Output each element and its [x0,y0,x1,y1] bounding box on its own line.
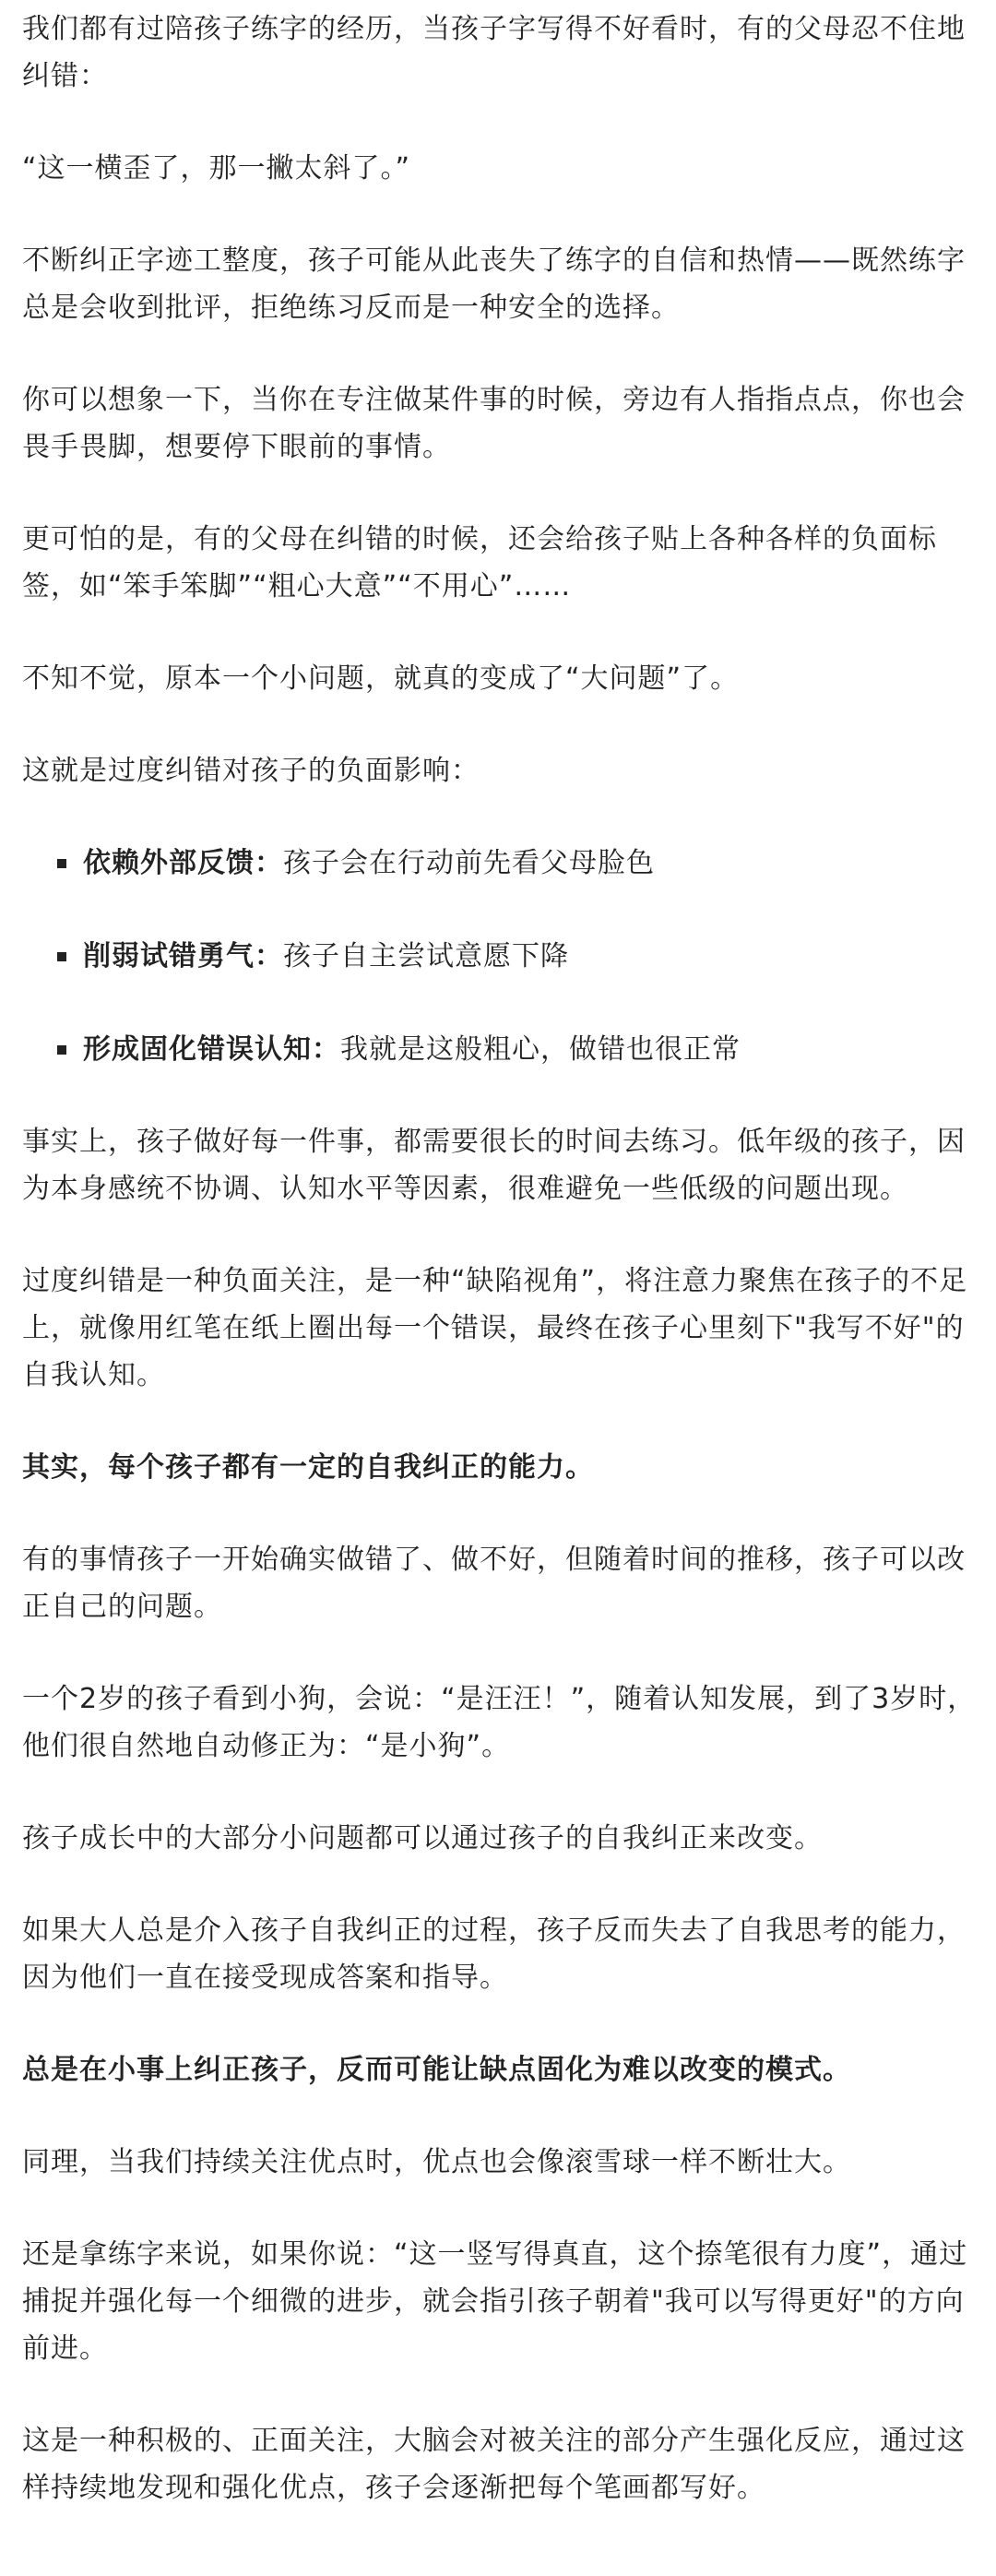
paragraph: 如果大人总是介入孩子自我纠正的过程，孩子反而失去了自我思考的能力，因为他们一直在接受现成答案和指导。 [22,1914,966,1994]
paragraph: 我们都有过陪孩子练字的经历，当孩子字写得不好看时，有的父母忍不住地纠错： [22,13,966,92]
square-bullet-icon [57,859,66,868]
square-bullet-icon [57,1045,66,1055]
list-item-text: 我就是这般粗心，做错也很正常 [340,1033,741,1066]
list-item-title: 形成固化错误认知： [83,1033,340,1066]
paragraph: 孩子成长中的大部分小问题都可以通过孩子的自我纠正来改变。 [22,1822,823,1854]
paragraph-quote: “这一横歪了，那一撇太斜了。” [22,152,411,185]
paragraph: 有的事情孩子一开始确实做错了、做不好，但随着时间的推移，孩子可以改正自己的问题。 [22,1544,966,1623]
square-bullet-icon [57,952,66,961]
paragraph: 一个2岁的孩子看到小狗，会说：“是汪汪！”，随着认知发展，到了3岁时，他们很自然地自动修正为：“是小狗”。 [22,1683,977,1762]
list-item [22,933,983,980]
paragraph: 同理，当我们持续关注优点时，优点也会像滚雪球一样不断壮大。 [22,2146,851,2178]
list-item [22,840,983,887]
impact-list [22,840,983,1073]
paragraph: 你可以想象一下，当你在专注做某件事的时候，旁边有人指指点点，你也会畏手畏脚，想要停下眼前的事情。 [22,384,966,463]
paragraph-emphasis: 其实，每个孩子都有一定的自我纠正的能力。 [22,1451,594,1484]
paragraph: 还是拿练字来说，如果你说：“这一竖写得真直，这个捺笔很有力度”，通过捕捉并强化每一个细微的进步，就会指引孩子朝着"我可以写得更好"的方向前进。 [22,2238,968,2365]
list-item-text: 孩子自主尝试意愿下降 [283,940,569,972]
paragraph-emphasis: 总是在小事上纠正孩子，反而可能让缺点固化为难以改变的模式。 [22,2054,851,2086]
paragraph: 不断纠正字迹工整度，孩子可能从此丧失了练字的自信和热情——既然练字总是会收到批评，拒绝练习反而是一种安全的选择。 [22,244,966,324]
paragraph: 不知不觉，原本一个小问题，就真的变成了“大问题”了。 [22,662,740,695]
paragraph: 这就是过度纠错对孩子的负面影响： [22,755,480,787]
paragraph: 更可怕的是，有的父母在纠错的时候，还会给孩子贴上各种各样的负面标签，如“笨手笨脚”“粗心大意”“不用心”…… [22,523,937,602]
list-item-title: 依赖外部反馈： [83,847,283,879]
paragraph: 过度纠错是一种负面关注，是一种“缺陷视角”，将注意力聚焦在孩子的不足上，就像用红笔在纸上圈出每一个错误，最终在孩子心里刻下"我写不好"的自我认知。 [22,1265,968,1391]
list-item-text: 孩子会在行动前先看父母脸色 [283,847,655,879]
paragraph: 事实上，孩子做好每一件事，都需要很长的时间去练习。低年级的孩子，因为本身感统不协调、认知水平等因素，很难避免一些低级的问题出现。 [22,1126,966,1205]
paragraph: 这是一种积极的、正面关注，大脑会对被关注的部分产生强化反应，通过这样持续地发现和强化优点，孩子会逐渐把每个笔画都写好。 [22,2425,966,2504]
list-item-title: 削弱试错勇气： [83,940,283,972]
list-item [22,1026,983,1073]
